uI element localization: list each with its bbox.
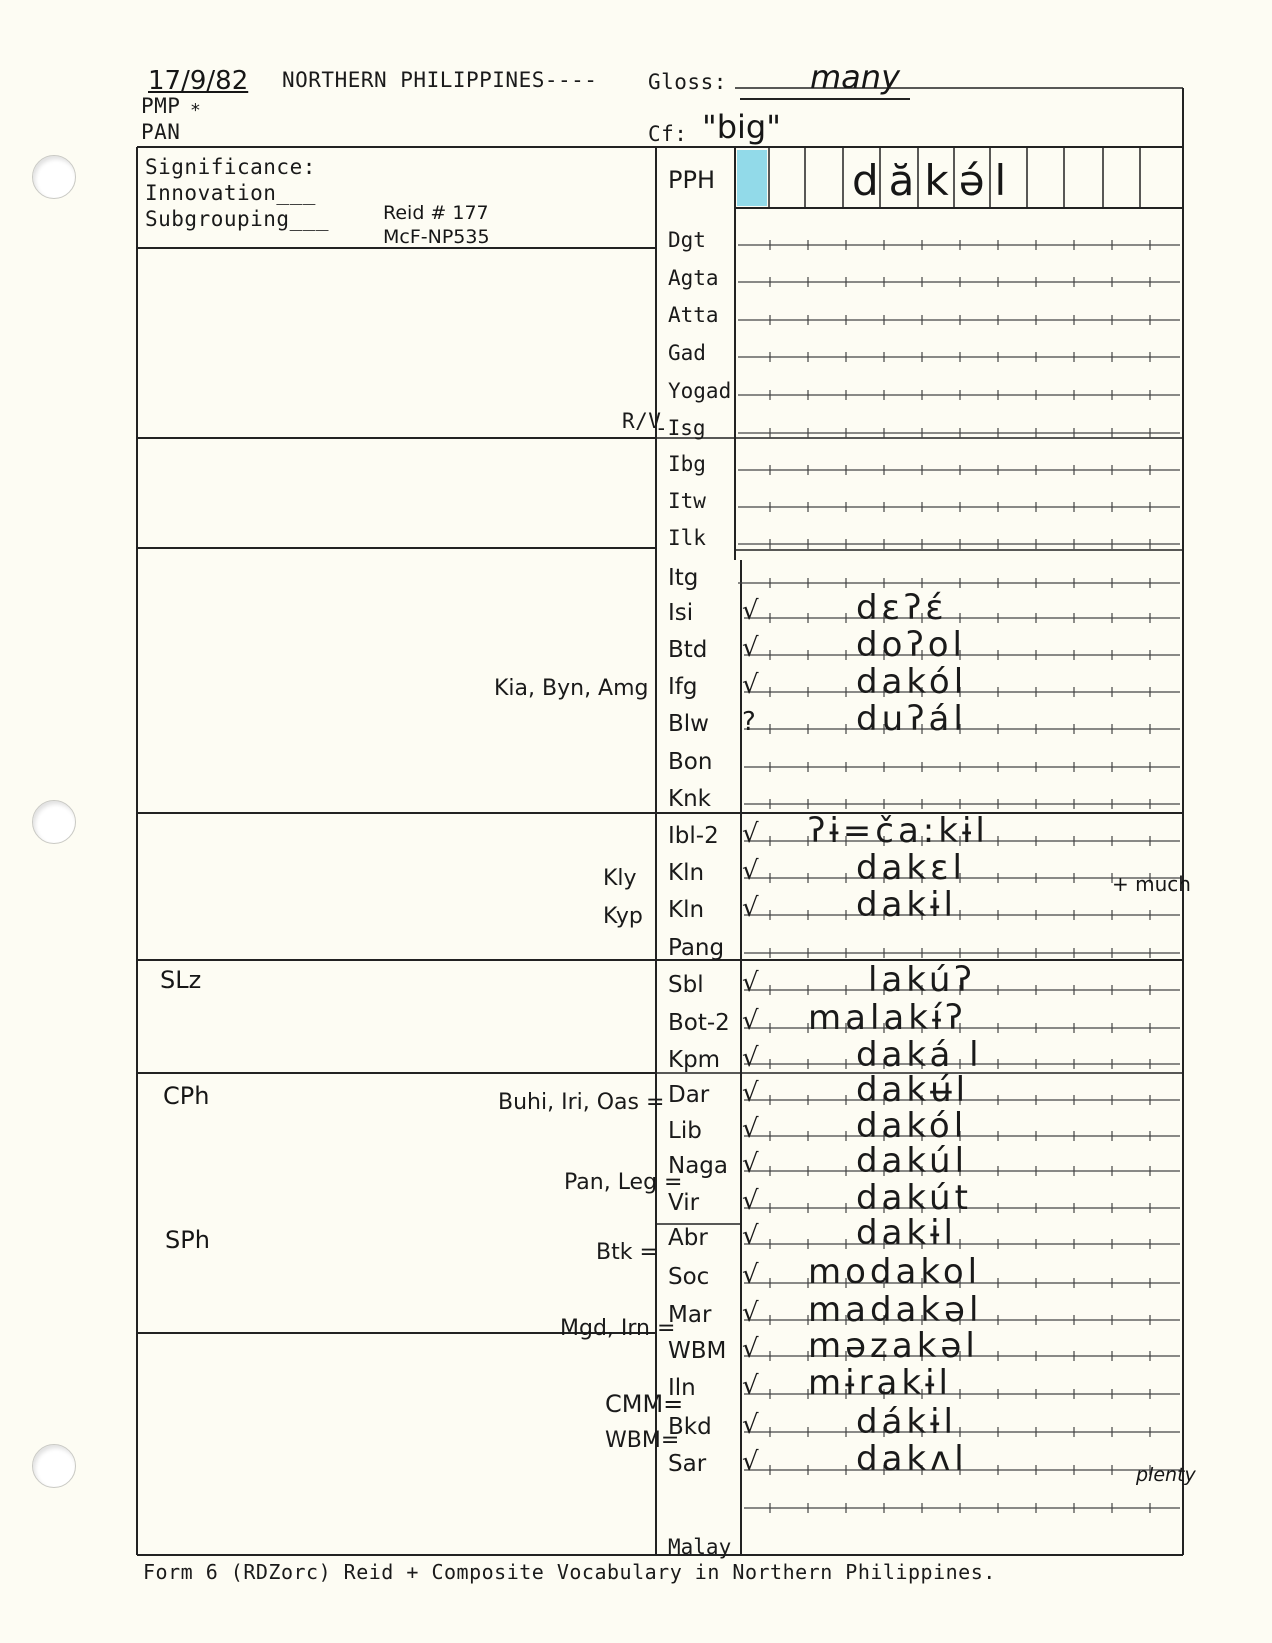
language-code: Bkd	[668, 1414, 712, 1440]
language-code: Sar	[668, 1451, 707, 1477]
language-code: Atta	[668, 303, 719, 327]
kia-note: Kia, Byn, Amg	[494, 676, 649, 701]
language-code: Yogad	[668, 379, 732, 403]
language-code: Dgt	[668, 228, 706, 252]
mcfarland-reference: McF-NP535	[383, 226, 490, 248]
punch-hole	[32, 155, 76, 199]
cmm-note: CMM=	[605, 1390, 684, 1418]
btk-note: Btk =	[596, 1240, 658, 1265]
language-code: Bon	[668, 749, 713, 775]
language-code: Blw	[668, 711, 709, 737]
slz-note: SLz	[160, 966, 202, 994]
cognate-check: √	[742, 1006, 759, 1036]
language-code: Lib	[668, 1118, 702, 1144]
reflex-form: dakʉ́l	[856, 1070, 970, 1110]
innovation-field: Innovation___	[145, 181, 316, 205]
cognate-check: ?	[742, 707, 756, 737]
language-code: Kln	[668, 897, 705, 923]
language-code: Gad	[668, 341, 706, 365]
reflex-form: dakʌl	[856, 1439, 968, 1479]
mgd-note: Mgd, Irn =	[560, 1316, 676, 1341]
reflex-form: dakɨl	[856, 885, 957, 925]
subgrouping-field: Subgrouping___	[145, 207, 330, 231]
cognate-check: √	[742, 856, 759, 886]
gloss-label: Gloss:	[648, 70, 727, 94]
language-code: Ibl-2	[668, 823, 719, 849]
cognate-check: √	[742, 1410, 759, 1440]
reflex-form: modakol	[808, 1252, 982, 1292]
asterisk-mark: *	[190, 100, 201, 121]
cognate-check: √	[742, 1334, 759, 1364]
reflex-form: doʔol	[856, 625, 966, 665]
reid-reference: Reid # 177	[383, 202, 489, 224]
reflex-form: dɛʔɛ́	[856, 588, 948, 628]
language-code: Kln	[668, 860, 705, 886]
language-code: Iln	[668, 1375, 696, 1401]
reflex-form: dakól	[856, 1106, 968, 1146]
language-code: Abr	[668, 1225, 708, 1251]
punch-hole	[32, 800, 76, 844]
pmp-label: PMP	[141, 94, 181, 118]
language-code: Itg	[668, 565, 699, 591]
language-code: Ibg	[668, 452, 706, 476]
language-code: Isi	[668, 600, 694, 626]
pan-label: PAN	[141, 120, 181, 144]
plenty-note: plenty	[1136, 1464, 1196, 1486]
form-footer: Form 6 (RDZorc) Reid + Composite Vocabulary in Northern Philippines.	[143, 1560, 996, 1584]
date: 17/9/82	[148, 66, 249, 96]
proto-form: dăkə́l	[852, 156, 1017, 205]
language-code: Soc	[668, 1264, 710, 1290]
much-note: + much	[1112, 872, 1191, 896]
language-code: Vir	[668, 1190, 700, 1216]
cf-value: "big"	[702, 108, 781, 146]
cognate-check: √	[742, 893, 759, 923]
cognate-check: √	[742, 1298, 759, 1328]
gloss-value: many	[810, 58, 900, 96]
language-code: -Isg	[655, 416, 706, 440]
cognate-check: √	[742, 1114, 759, 1144]
reflex-form: daká l	[856, 1035, 983, 1075]
cognate-check: √	[742, 1221, 759, 1251]
language-code: Mar	[668, 1302, 712, 1328]
reflex-form: dákɨl	[856, 1402, 957, 1442]
cognate-check: √	[742, 1149, 759, 1179]
cognate-check: √	[742, 1447, 759, 1477]
reflex-form: dakól	[856, 662, 968, 702]
kyp-note: Kyp	[603, 904, 643, 929]
pan-leg-note: Pan, Leg =	[564, 1170, 683, 1195]
language-code: Ilk	[668, 526, 706, 550]
buhi-note: Buhi, Iri, Oas =	[498, 1090, 665, 1115]
significance-title: Significance:	[145, 155, 316, 179]
cognate-check: √	[742, 1260, 759, 1290]
language-code: Bot-2	[668, 1010, 730, 1036]
region-title: NORTHERN PHILIPPINES----	[282, 68, 598, 92]
language-code: Ifg	[668, 674, 698, 700]
reflex-form: lakúʔ	[868, 960, 976, 1000]
proto-label: PPH	[668, 166, 715, 194]
reflex-form: dakɛl	[856, 848, 966, 888]
language-code: Knk	[668, 786, 711, 812]
rv-note: R/V	[622, 409, 662, 433]
cognate-check: √	[742, 633, 759, 663]
cognate-check: √	[742, 968, 759, 998]
reflex-form: dakúl	[856, 1141, 969, 1181]
language-code: Agta	[668, 266, 719, 290]
reflex-form: duʔál	[856, 699, 967, 739]
cognate-check: √	[742, 596, 759, 626]
reflex-form: ʔɨ=ča:kɨl	[808, 811, 989, 851]
language-code: Malay	[668, 1535, 732, 1559]
sph-note: SPh	[165, 1226, 210, 1254]
language-code: Itw	[668, 489, 706, 513]
reflex-form: məzakəl	[808, 1326, 979, 1366]
cognate-check: √	[742, 1078, 759, 1108]
language-code: Kpm	[668, 1047, 721, 1073]
cognate-check: √	[742, 670, 759, 700]
cognate-check: √	[742, 1043, 759, 1073]
gloss-underline	[740, 98, 910, 100]
punch-hole	[32, 1444, 76, 1488]
cognate-check: √	[742, 819, 759, 849]
language-code: Dar	[668, 1082, 710, 1108]
cf-label: Cf:	[648, 122, 688, 146]
cognate-check: √	[742, 1186, 759, 1216]
reflex-form: malakɨ́ʔ	[808, 998, 967, 1038]
wbm-note: WBM=	[605, 1428, 680, 1453]
kly-note: Kly	[603, 866, 637, 891]
reflex-form: madakəl	[808, 1290, 983, 1330]
language-code: WBM	[668, 1338, 727, 1364]
language-code: Btd	[668, 637, 708, 663]
reflex-form: mɨrakɨl	[808, 1363, 952, 1403]
language-code: Pang	[668, 935, 725, 961]
language-code: Sbl	[668, 972, 704, 998]
cph-note: CPh	[163, 1082, 210, 1110]
reflex-form: dakút	[856, 1178, 972, 1218]
language-code: Naga	[668, 1153, 728, 1179]
cognate-check: √	[742, 1371, 759, 1401]
reflex-form: dakɨl	[856, 1213, 957, 1253]
